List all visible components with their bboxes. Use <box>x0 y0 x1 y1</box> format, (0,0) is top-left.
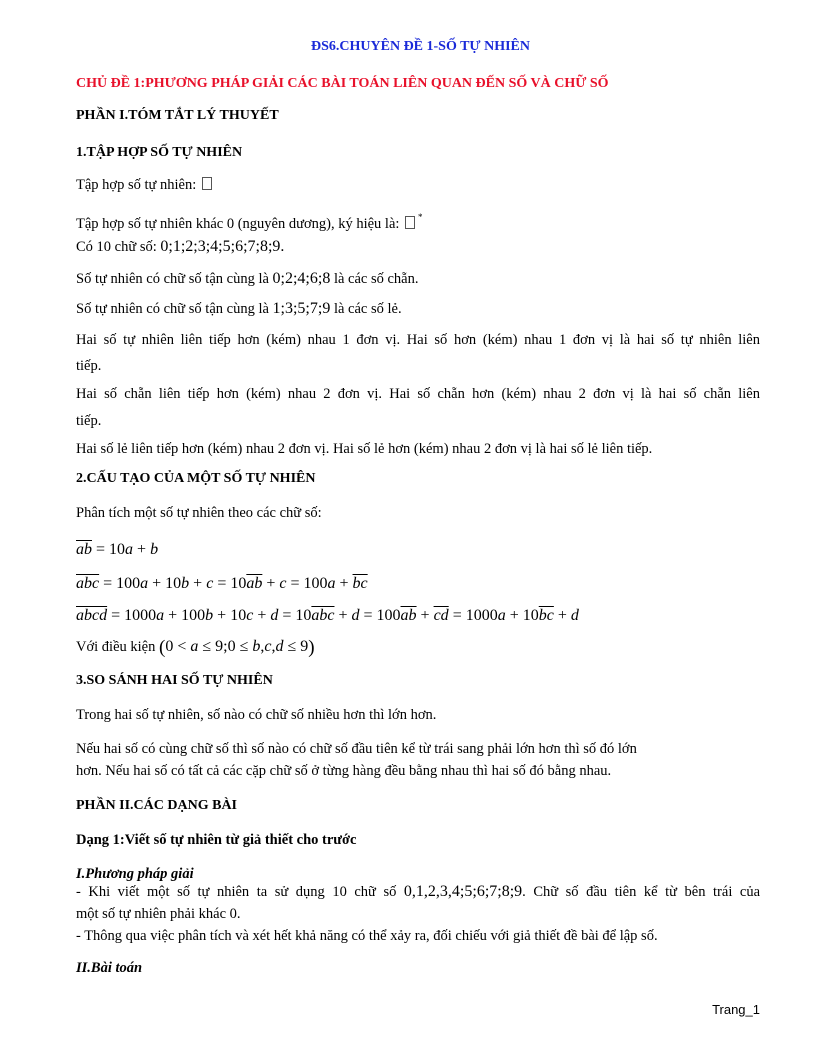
odd-digits: 1;3;5;7;9 <box>272 300 331 317</box>
problems-heading: II.Bài toán <box>76 960 143 976</box>
section-1-heading: 1.TẬP HỢP SỐ TỰ NHIÊN <box>76 145 243 160</box>
compare-rule-1: Trong hai số tự nhiên, số nào có chữ số nhiều hơn thì lớn hơn. <box>76 707 437 723</box>
compare-rule-2b: hơn. Nếu hai số có tất cả các cặp chữ số ở từng hàng đều bằng nhau thì hai số đó bằng nhau. <box>76 763 612 779</box>
even-line <box>76 270 418 288</box>
method-line-2: - Thông qua việc phân tích và xét hết khả năng có thể xảy ra, đối chiếu với giả thiết đề bài để lập số. <box>76 928 658 944</box>
consecutive-even-cont: tiếp. <box>76 413 102 429</box>
page-footer: Trang_1 <box>712 1002 760 1017</box>
set-n-star-text: Tập hợp số tự nhiên khác 0 (nguyên dương), ký hiệu là: <box>76 216 400 232</box>
method-line-1-cont: một số tự nhiên phải khác 0. <box>76 906 241 922</box>
formula-ab: $\overline{ab} = 10a + b$ <box>76 541 159 558</box>
part-2-heading: PHẦN II.CÁC DẠNG BÀI <box>76 798 238 813</box>
odd-line <box>76 300 402 318</box>
set-n-line <box>76 177 212 194</box>
odd-pre: Số tự nhiên có chữ số tận cùng là <box>76 301 269 317</box>
compare-rule-2a: Nếu hai số có cùng chữ số thì số nào có chữ số đầu tiên kể từ trái sang phải lớn hơn thì số đó lớn <box>76 741 637 757</box>
consecutive-natural-line: Hai số tự nhiên liên tiếp hơn (kém) nhau 1 đơn vị. Hai số hơn (kém) nhau 1 đơn vị là hai số tự nhiên liên <box>76 332 760 348</box>
digits-list: 0;1;2;3;4;5;6;7;8;9 <box>160 238 281 255</box>
method-heading: I.Phương pháp giải <box>76 866 194 882</box>
method-digits: 0,1,2,3,4;5;6;7;8;9 <box>403 883 523 900</box>
document-title: ĐS6.CHUYÊN ĐỀ 1-SỐ TỰ NHIÊN <box>311 39 530 54</box>
superscript-star: * <box>418 212 423 222</box>
formula-abc: $\overline{abc} = 100a + 10b + c = 10\overline{ab} + c = 100a + \overline{bc}$ <box>76 575 368 592</box>
condition-label: Với điều kiện <box>76 639 156 655</box>
missing-glyph-icon <box>405 216 415 229</box>
section-2-heading: 2.CẤU TẠO CỦA MỘT SỐ TỰ NHIÊN <box>76 471 316 486</box>
even-digits: 0;2;4;6;8 <box>272 270 331 287</box>
method-line-1: - Khi viết một số tự nhiên ta sử dụng 10 chữ số 0,1,2,3,4;5;6;7;8;9. Chữ số đầu tiên kể từ bên trái của <box>76 883 761 900</box>
missing-glyph-icon <box>202 177 212 190</box>
set-n-text: Tập hợp số tự nhiên: <box>76 177 197 193</box>
form-1-heading: Dạng 1:Viết số tự nhiên từ giả thiết cho trước <box>76 832 357 848</box>
part-1-heading: PHẦN I.TÓM TẮT LÝ THUYẾT <box>76 108 279 123</box>
odd-post: là các số lẻ. <box>333 301 402 317</box>
section-3-heading: 3.SO SÁNH HAI SỐ TỰ NHIÊN <box>76 673 273 688</box>
section-2-intro: Phân tích một số tự nhiên theo các chữ số: <box>76 505 322 521</box>
even-pre: Số tự nhiên có chữ số tận cùng là <box>76 271 269 287</box>
condition-line <box>76 638 315 656</box>
consecutive-natural-cont: tiếp. <box>76 358 102 374</box>
topic-heading: CHỦ ĐỀ 1:PHƯƠNG PHÁP GIẢI CÁC BÀI TOÁN LIÊN QUAN ĐẾN SỐ VÀ CHỮ SỐ <box>76 76 609 91</box>
formula-abcd: abcd = $1000a + 100b + 10c + d = 10\overline{abc} + d = 100\overline{ab} + \overline{cd} = 1000a + 10\overline{bc} + d$ <box>76 607 579 624</box>
consecutive-even-line: Hai số chẵn liên tiếp hơn (kém) nhau 2 đơn vị. Hai số chẵn hơn (kém) nhau 2 đơn vị là hai số chẵn liên <box>76 386 760 402</box>
digits-intro: Có 10 chữ số: <box>76 239 157 255</box>
consecutive-odd-line: Hai số lẻ liên tiếp hơn (kém) nhau 2 đơn vị. Hai số lẻ hơn (kém) nhau 2 đơn vị là hai số lẻ liên tiếp. <box>76 441 653 457</box>
digits-line: Có 10 chữ số: 0;1;2;3;4;5;6;7;8;9. <box>76 238 285 255</box>
even-post: là các số chẵn. <box>333 271 419 287</box>
condition-formula: (0 < a ≤ 9;0 ≤ b,c,d ≤ 9) <box>158 637 315 658</box>
set-n-star-line <box>76 209 423 233</box>
